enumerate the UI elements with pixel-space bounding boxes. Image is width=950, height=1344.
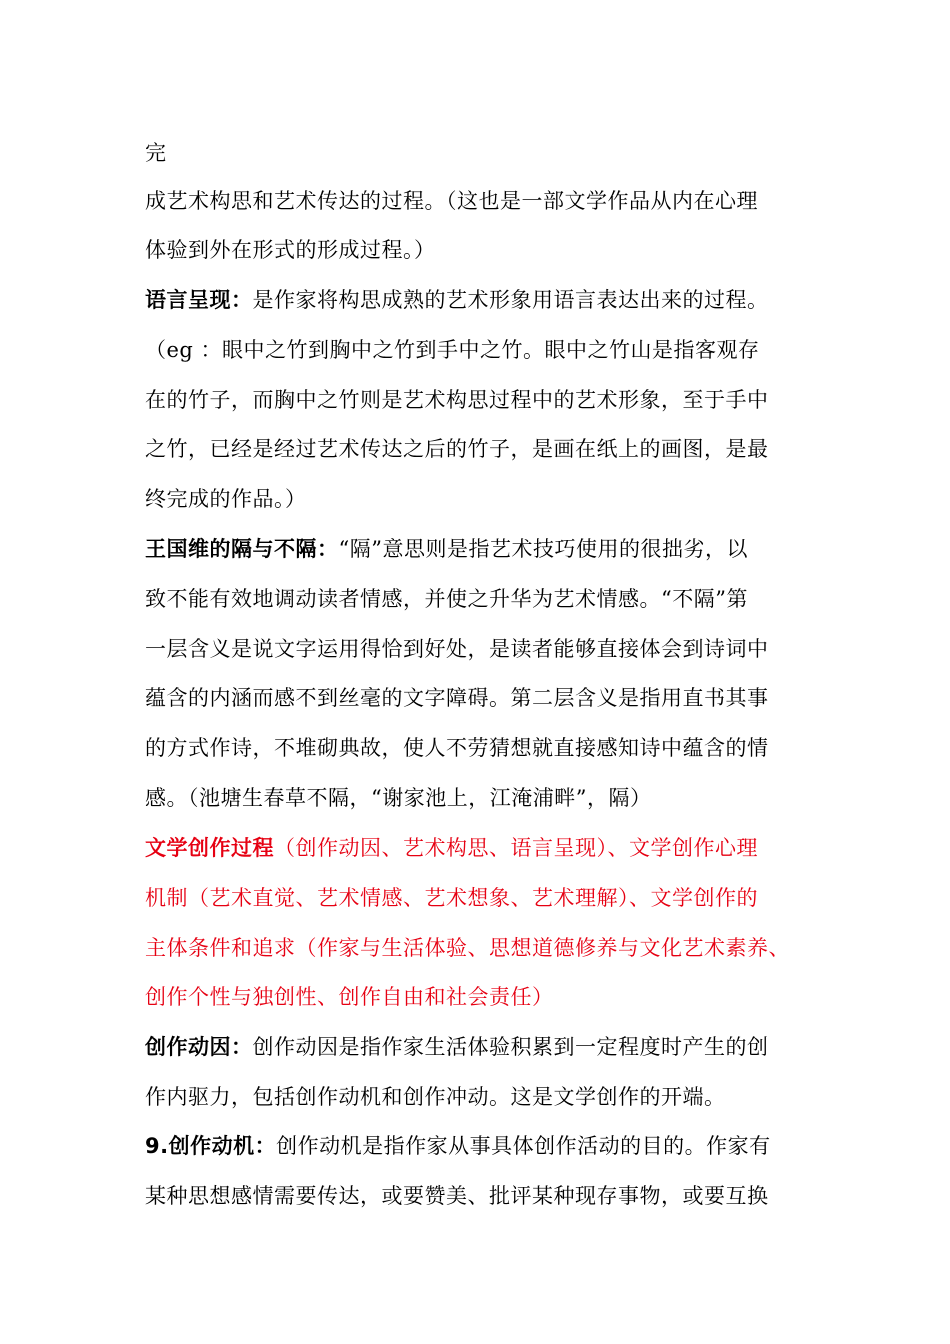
- term-definition-language-presentation: [145, 275, 835, 325]
- text-line: 成艺术构思和艺术传达的过程。（这也是一部文学作品从内在心理: [145, 189, 758, 213]
- term-body: 是作家将构思成熟的艺术形象用语言表达出来的过程。: [252, 288, 769, 312]
- term-body: “隔”意思则是指艺术技巧使用的很拙劣，以: [338, 537, 748, 561]
- highlight-line-creation-process: [145, 823, 835, 873]
- text-line: 的方式作诗，不堆砌典故，使人不劳猜想就直接感知诗中蕴含的情: [145, 736, 769, 760]
- text-line: 完: [145, 141, 167, 165]
- term-body: （创作动因、艺术构思、语言呈现）、文学创作心理: [274, 836, 758, 860]
- text-line: 致不能有效地调动读者情感，并使之升华为艺术情感。“不隔”第: [145, 587, 748, 611]
- text-line: 体验到外在形式的形成过程。）: [145, 238, 436, 262]
- highlight-line: 主体条件和追求（作家与生活体验、思想道德修养与文化艺术素养、: [145, 936, 790, 960]
- text-line: 之竹，已经是经过艺术传达之后的竹子，是画在纸上的画图，是最: [145, 437, 769, 461]
- text-line: 终完成的作品。）: [145, 487, 307, 511]
- term-definition-creative-motivation: [145, 1022, 835, 1072]
- text-line: 作内驱力，包括创作动机和创作冲动。这是文学创作的开端。: [145, 1085, 726, 1109]
- term-body: 创作动因是指作家生活体验积累到一定程度时产生的创: [252, 1035, 769, 1059]
- text-line: 蕴含的内涵而感不到丝毫的文字障碍。第二层含义是指用直书其事: [145, 686, 769, 710]
- highlight-line: 机制（艺术直觉、艺术情感、艺术想象、艺术理解）、文学创作的: [145, 886, 758, 910]
- term-definition-wang-guowei: [145, 524, 835, 574]
- text-line: 某种思想感情需要传达，或要赞美、批评某种现存事物，或要互换: [145, 1184, 769, 1208]
- text-line: 在的竹子，而胸中之竹则是艺术构思过程中的艺术形象，至于手中: [145, 388, 769, 412]
- term-definition-creative-motive: [145, 1121, 835, 1171]
- term-heading: 语言呈现：: [145, 288, 253, 312]
- term-body: 创作动机是指作家从事具体创作活动的目的。作家有: [276, 1134, 771, 1158]
- term-heading: 9.创作动机：: [145, 1134, 277, 1158]
- text-line: （eg ：眼中之竹到胸中之竹到手中之竹。眼中之竹山是指客观存: [145, 338, 760, 362]
- highlight-line: 创作个性与独创性、创作自由和社会责任）: [145, 985, 554, 1009]
- term-heading: 创作动因：: [145, 1035, 253, 1059]
- text-line: 感。（池塘生春草不隔，“谢家池上，江淹浦畔”，隔）: [145, 786, 652, 810]
- term-heading: 王国维的隔与不隔：: [145, 537, 339, 561]
- term-heading: 文学创作过程: [145, 836, 274, 860]
- text-line: 一层含义是说文字运用得恰到好处，是读者能够直接体会到诗词中: [145, 637, 769, 661]
